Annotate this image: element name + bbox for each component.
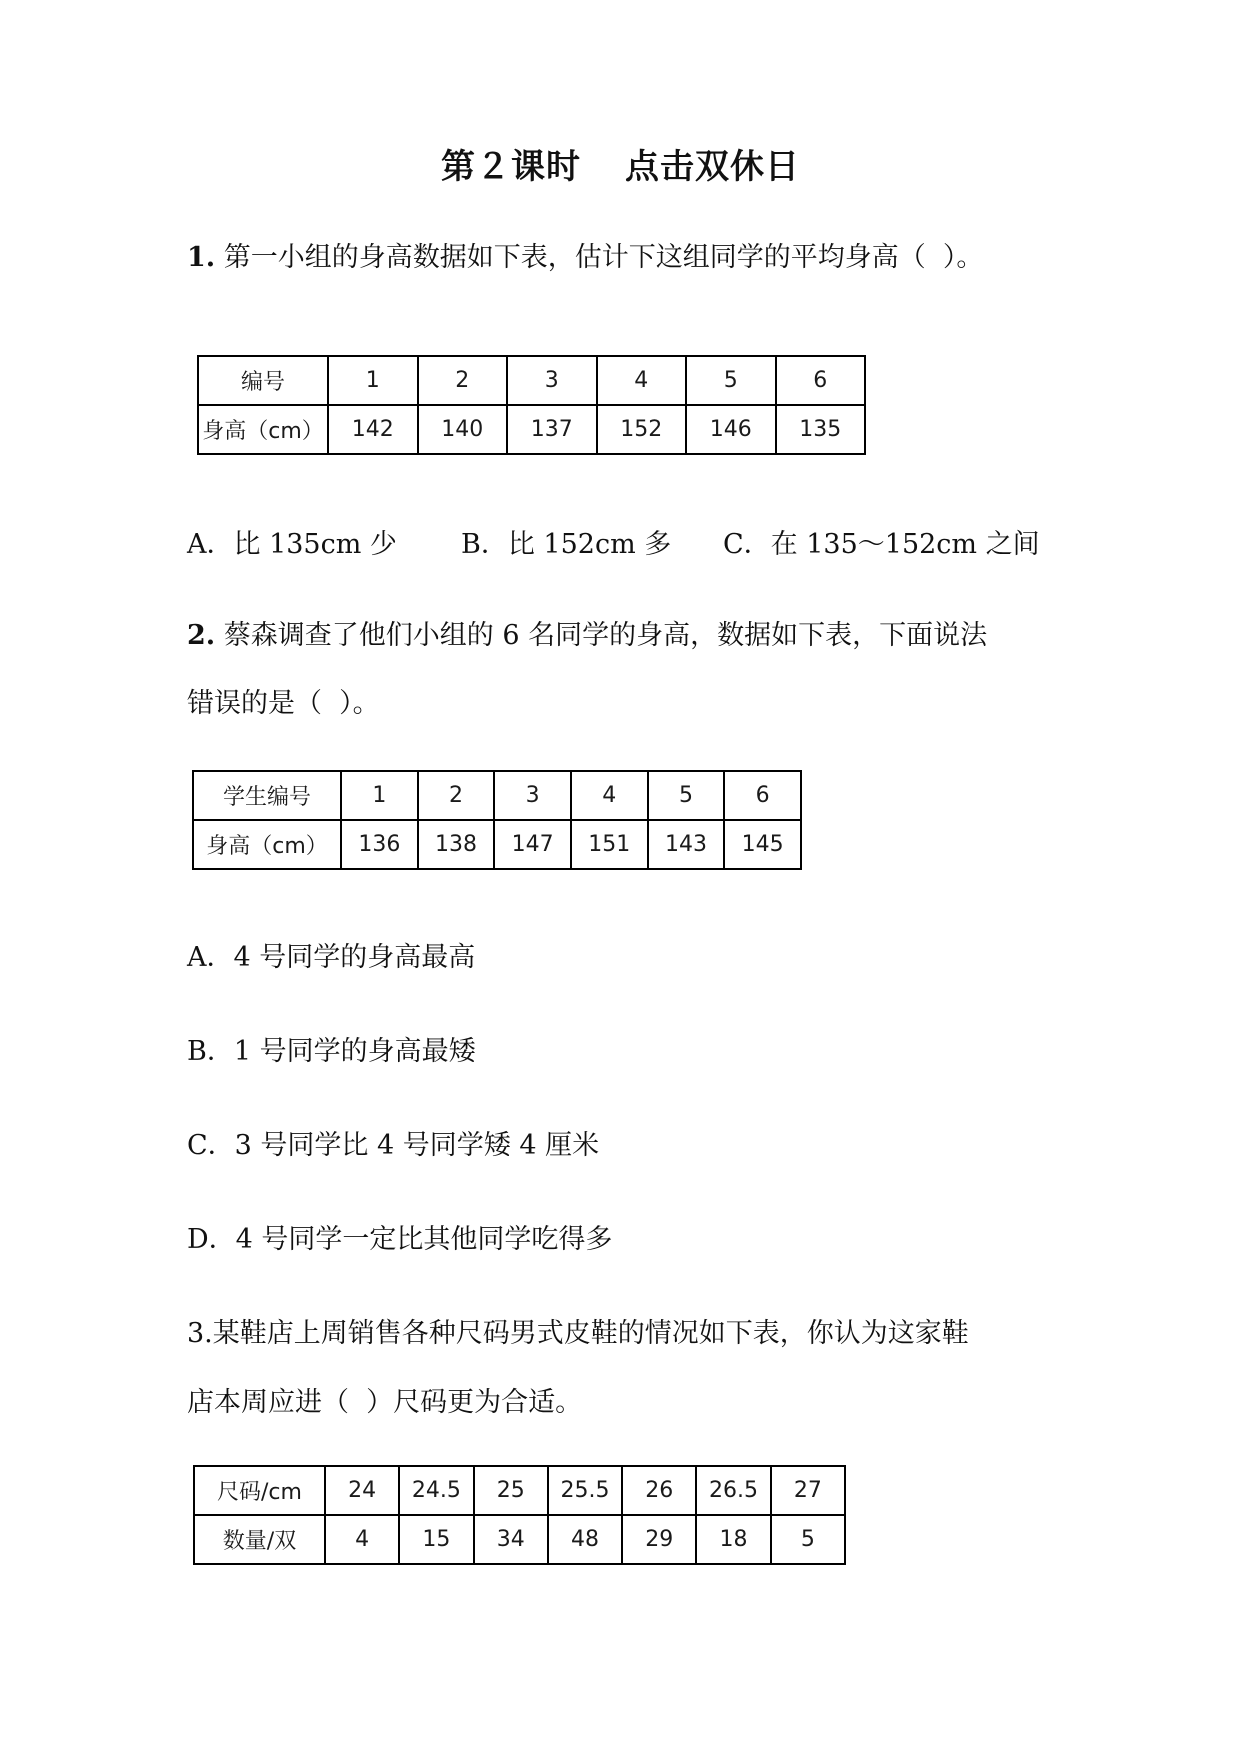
table-header-cell: 尺码/cm xyxy=(194,1466,325,1515)
option-c: C．3 号同学比 4 号同学矮 4 厘米 xyxy=(187,1130,600,1161)
lesson-number: 第２课时 xyxy=(441,147,581,187)
table-cell: 143 xyxy=(648,820,725,869)
table-cell: 25.5 xyxy=(548,1466,622,1515)
table-cell: 25 xyxy=(474,1466,548,1515)
table-cell: 4 xyxy=(325,1515,399,1564)
table-cell: 151 xyxy=(571,820,648,869)
table-cell: 138 xyxy=(418,820,495,869)
option-b: B．比 152cm 多 xyxy=(461,529,672,560)
question-1-stem xyxy=(187,238,983,278)
table-row xyxy=(194,1515,845,1564)
question-2-stem-line-1 xyxy=(187,616,987,656)
table-cell: 4 xyxy=(597,356,687,405)
table-cell: 142 xyxy=(328,405,418,454)
table-cell: 4 xyxy=(571,771,648,820)
table-cell: 1 xyxy=(328,356,418,405)
table-cell: 2 xyxy=(418,356,508,405)
table-cell: 15 xyxy=(399,1515,473,1564)
table-row xyxy=(198,405,865,454)
question-2-table xyxy=(192,770,802,870)
table-header-cell: 学生编号 xyxy=(193,771,341,820)
table-cell: 5 xyxy=(771,1515,845,1564)
table-cell: 27 xyxy=(771,1466,845,1515)
option-a: A．比 135cm 少 xyxy=(187,529,397,560)
page-title xyxy=(0,143,1241,191)
table-cell: 18 xyxy=(696,1515,770,1564)
table-row xyxy=(194,1466,845,1515)
question-2-stem-line-2: 错误的是（ ）。 xyxy=(187,688,380,719)
question-1-options xyxy=(187,525,1087,565)
table-cell: 5 xyxy=(648,771,725,820)
table-cell: 145 xyxy=(724,820,801,869)
table-header-cell: 数量/双 xyxy=(194,1515,325,1564)
question-3-stem-line-2: 店本周应进（ ）尺码更为合适。 xyxy=(187,1387,583,1418)
table-row xyxy=(193,820,801,869)
question-1-table xyxy=(197,355,866,455)
table-header-cell: 编号 xyxy=(198,356,328,405)
option-b: B．1 号同学的身高最矮 xyxy=(187,1036,476,1067)
table-cell: 137 xyxy=(507,405,597,454)
table-cell: 3 xyxy=(507,356,597,405)
option-d: D．4 号同学一定比其他同学吃得多 xyxy=(187,1224,613,1255)
table-cell: 6 xyxy=(776,356,866,405)
question-2-number: 2. xyxy=(187,620,216,651)
table-cell: 48 xyxy=(548,1515,622,1564)
table-cell: 2 xyxy=(418,771,495,820)
table-cell: 135 xyxy=(776,405,866,454)
question-1-number: 1. xyxy=(187,242,216,273)
question-3-stem-line-1: 3.某鞋店上周销售各种尺码男式皮鞋的情况如下表，你认为这家鞋 xyxy=(187,1318,969,1349)
question-2-text: 蔡森调查了他们小组的 6 名同学的身高，数据如下表，下面说法 xyxy=(215,620,988,651)
table-cell: 152 xyxy=(597,405,687,454)
table-cell: 24.5 xyxy=(399,1466,473,1515)
question-3-table xyxy=(193,1465,846,1565)
table-cell: 5 xyxy=(686,356,776,405)
question-1-text: 第一小组的身高数据如下表，估计下这组同学的平均身高（ ）。 xyxy=(215,242,984,273)
option-a: A．4 号同学的身高最高 xyxy=(187,942,476,973)
table-cell: 140 xyxy=(418,405,508,454)
table-header-cell: 身高（cm） xyxy=(193,820,341,869)
table-header-cell: 身高（cm） xyxy=(198,405,328,454)
table-cell: 1 xyxy=(341,771,418,820)
table-cell: 146 xyxy=(686,405,776,454)
lesson-name: 点击双休日 xyxy=(625,147,800,187)
table-cell: 26.5 xyxy=(696,1466,770,1515)
table-cell: 24 xyxy=(325,1466,399,1515)
table-cell: 29 xyxy=(622,1515,696,1564)
table-cell: 34 xyxy=(474,1515,548,1564)
table-cell: 136 xyxy=(341,820,418,869)
table-cell: 3 xyxy=(494,771,571,820)
table-cell: 147 xyxy=(494,820,571,869)
table-row xyxy=(198,356,865,405)
table-row xyxy=(193,771,801,820)
option-c: C．在 135～152cm 之间 xyxy=(723,529,1040,560)
table-cell: 26 xyxy=(622,1466,696,1515)
table-cell: 6 xyxy=(724,771,801,820)
